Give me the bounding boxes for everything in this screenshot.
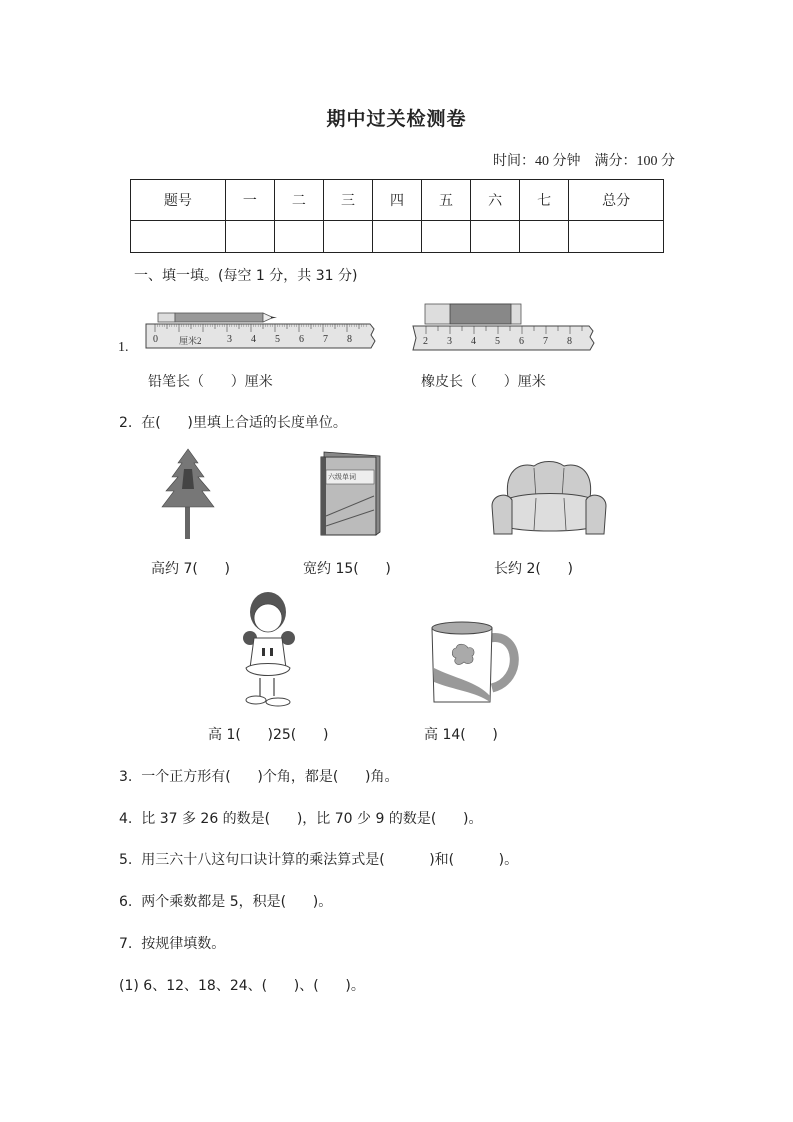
score-table-header-row <box>131 180 664 221</box>
ruler1-labels <box>145 334 380 348</box>
question-number: 1. <box>118 340 129 355</box>
full-score: 满分：100 分 <box>594 154 675 169</box>
score-cell[interactable] <box>422 221 471 253</box>
tree-height-blank[interactable]: 高约 7( ) <box>151 561 230 577</box>
ruler-label: 5 <box>275 334 280 345</box>
score-cell[interactable] <box>372 221 421 253</box>
book-width-blank[interactable]: 宽约 15( ) <box>303 561 391 577</box>
ruler-label: 2 <box>423 336 428 347</box>
score-cell[interactable] <box>225 221 274 253</box>
page-title: 期中过关检测卷 <box>326 108 467 130</box>
question-2-prompt: 2. 在( )里填上合适的长度单位。 <box>119 415 347 431</box>
sofa-icon <box>490 460 610 538</box>
header-cell: 题号 <box>131 180 226 221</box>
book-icon <box>320 452 382 536</box>
girl-height-blank[interactable]: 高 1( )25( ) <box>208 727 329 743</box>
ruler-label: 3 <box>227 334 232 345</box>
question-7: 7. 按规律填数。 <box>119 936 226 952</box>
score-table <box>130 179 664 253</box>
header-cell: 七 <box>520 180 569 221</box>
question-3[interactable]: 3. 一个正方形有( )个角，都是( )角。 <box>119 769 399 785</box>
header-cell: 三 <box>323 180 372 221</box>
book-cover-text: 六级单词 <box>328 473 356 481</box>
score-cell[interactable] <box>471 221 520 253</box>
pencil-icon <box>158 313 277 322</box>
mug-height-blank[interactable]: 高 14( ) <box>424 727 498 743</box>
header-cell: 五 <box>422 180 471 221</box>
header-cell: 一 <box>225 180 274 221</box>
ruler-label: 6 <box>519 336 524 347</box>
ruler-label: 8 <box>567 336 572 347</box>
score-cell[interactable] <box>520 221 569 253</box>
question-7-1[interactable]: (1) 6、12、18、24、( )、( )。 <box>119 978 365 994</box>
section-heading: 一、填一填。(每空 1 分，共 31 分) <box>134 268 358 284</box>
ruler-label: 3 <box>447 336 452 347</box>
score-cell[interactable] <box>323 221 372 253</box>
pencil-length-blank[interactable]: 铅笔长（ ）厘米 <box>148 374 273 390</box>
ruler-label: 0 <box>153 334 158 345</box>
ruler-label: 4 <box>251 334 256 345</box>
time-limit: 时间：40 分钟 <box>493 154 581 169</box>
girl-icon <box>238 590 302 712</box>
sofa-length-blank[interactable]: 长约 2( ) <box>494 561 573 577</box>
header-cell: 六 <box>471 180 520 221</box>
mug-icon <box>428 618 522 708</box>
eraser-icon <box>425 304 521 324</box>
exam-meta <box>493 150 675 170</box>
question-4[interactable]: 4. 比 37 多 26 的数是( )，比 70 少 9 的数是( )。 <box>119 811 483 827</box>
question-5[interactable]: 5. 用三六十八这句口诀计算的乘法算式是( )和( )。 <box>119 852 519 868</box>
header-cell: 二 <box>274 180 323 221</box>
eraser-length-blank[interactable]: 橡皮长（ ）厘米 <box>421 374 546 390</box>
ruler-label: 7 <box>543 336 548 347</box>
ruler-label: 厘米2 <box>179 336 202 346</box>
ruler-label: 8 <box>347 334 352 345</box>
header-cell: 四 <box>372 180 421 221</box>
tree-icon <box>160 449 218 541</box>
question-6[interactable]: 6. 两个乘数都是 5，积是( )。 <box>119 894 333 910</box>
score-cell[interactable] <box>131 221 226 253</box>
header-cell: 总分 <box>569 180 664 221</box>
ruler2-labels <box>413 336 598 350</box>
ruler-label: 4 <box>471 336 476 347</box>
ruler-label: 5 <box>495 336 500 347</box>
score-table-value-row <box>131 221 664 253</box>
score-cell[interactable] <box>569 221 664 253</box>
ruler-label: 6 <box>299 334 304 345</box>
ruler-label: 7 <box>323 334 328 345</box>
score-cell[interactable] <box>274 221 323 253</box>
